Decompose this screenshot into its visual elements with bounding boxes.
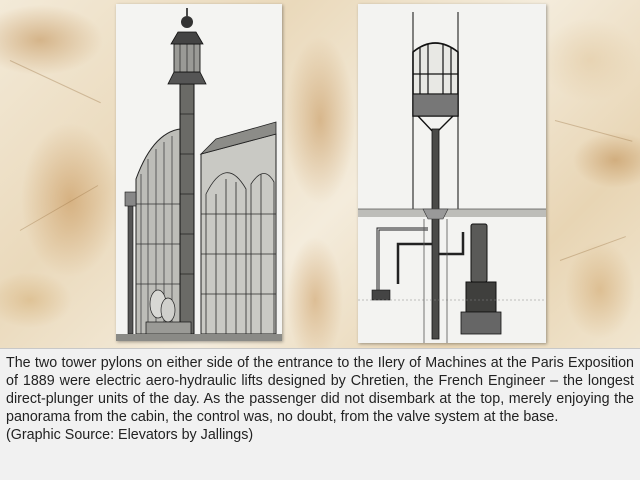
tower-pylon-engraving — [116, 4, 282, 341]
caption-box — [0, 348, 640, 480]
graphic-source: (Graphic Source: Elevators by Jallings) — [6, 427, 254, 443]
lift-plunger-diagram — [358, 4, 546, 343]
caption-text: The two tower pylons on either side of the entrance to the Ilery of Machines at the Paris Exposition of 1889 were electric aero-hydraulic lifts designed by Chretien, the French Engineer – the longest direct-plunger units of the day. As the passenger did not disembark at the top, merely enjoying the panorama from the cabin, the control was, no doubt, from the valve system at the base. — [6, 355, 634, 425]
